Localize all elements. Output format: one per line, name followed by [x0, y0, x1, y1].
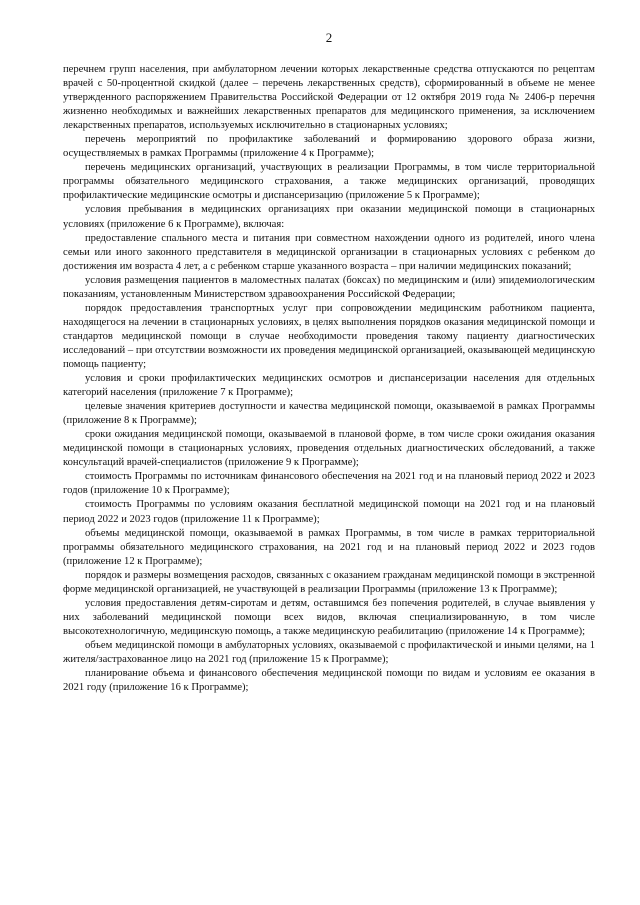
- paragraph-transport-services: порядок предоставления транспортных услуг при сопровождении медицинским работником пациента, находящегося на лечении в стационарных условиях, в целях выполнения порядков оказания медицинской помощи и стандартов медицинской помощи в случае необходимости проведения такому пациенту диагностических исследований – при отсутствии возможности их проведения медицинской организацией, оказывающей медицинскую помощь пациенту;: [63, 302, 595, 370]
- paragraph-care-volumes: объемы медицинской помощи, оказываемой в рамках Программы, в том числе в рамках территориальной программы обязательного медицинского страхования, на 2021 год и на плановый период 2022 и 2023 годов (приложение 12 к Программе);: [63, 527, 595, 567]
- paragraph-cost-by-sources: стоимость Программы по источникам финансового обеспечения на 2021 год и на плановый период 2022 и 2023 годов (приложение 10 к Программе);: [63, 471, 595, 497]
- paragraph-expense-reimbursement: порядок и размеры возмещения расходов, связанных с оказанием гражданам медицинской помощи в экстренной форме медицинской организацией, не участвующей в реализации Программы (приложение 13 к Программе);: [63, 569, 595, 595]
- paragraph-bed-and-meals: предоставление спального места и питания при совместном нахождении одного из родителей, иного члена семьи или иного законного представителя в медицинской организации в стационарных условиях с ребенком до достижения им возраста 4 лет, а с ребенком старше указанного возраста – при наличии медицинских показаний;: [63, 232, 595, 272]
- paragraph-outpatient-volume: объем медицинской помощи в амбулаторных условиях, оказываемой с профилактической и иными целями, на 1 жителя/застрахованное лицо на 2021 год (приложение 15 к Программе);: [63, 639, 595, 665]
- paragraph-checkups-terms: условия и сроки профилактических медицинских осмотров и диспансеризации населения для отдельных категорий населения (приложение 7 к Программе);: [63, 373, 595, 399]
- paragraph-target-criteria: целевые значения критериев доступности и качества медицинской помощи, оказываемой в рамках Программы (приложение 8 к Программе);: [63, 401, 595, 427]
- paragraph-stay-conditions: условия пребывания в медицинских организациях при оказании медицинской помощи в стационарных условиях (приложение 6 к Программе), включая:: [63, 204, 595, 230]
- paragraph-prevention-measures: перечень мероприятий по профилактике заболеваний и формированию здорового образа жизни, осуществляемых в рамках Программы (приложение 4 к Программе);: [63, 134, 595, 160]
- page-number: 2: [325, 30, 333, 45]
- paragraph-cost-by-conditions: стоимость Программы по условиям оказания бесплатной медицинской помощи на 2021 год и на плановый период 2022 и 2023 годов (приложение 11 к Программе);: [63, 499, 595, 525]
- paragraph-volume-planning: планирование объема и финансового обеспечения медицинской помощи по видам и условиям ее оказания в 2021 году (приложение 16 к Программе);: [63, 668, 595, 694]
- paragraph-orphans-care: условия предоставления детям-сиротам и детям, оставшимся без попечения родителей, в случае выявления у них заболеваний медицинской помощи всех видов, включая специализированную, в том числе высокотехнологичную, медицинскую помощь, а также медицинскую реабилитацию (приложение 14 к Программе);: [63, 597, 595, 637]
- paragraph-waiting-times: сроки ожидания медицинской помощи, оказываемой в плановой форме, в том числе сроки ожидания оказания медицинской помощи в стационарных условиях, проведения отдельных диагностических обследований, а также консультаций врачей-специалистов (приложение 9 к Программе);: [63, 429, 595, 469]
- paragraph-drug-list-continuation: перечнем групп населения, при амбулаторном лечении которых лекарственные средства отпускаются по рецептам врачей с 50-процентной скидкой (далее – перечень лекарственных средств), сформированный в объеме не менее утвержденного распоряжением Правительства Российской Федерации от 12 октября 2019 года № 2406-р перечня жизненно необходимых и важнейших лекарственных препаратов для медицинского применения, за исключением лекарственных препаратов, используемых исключительно в стационарных условиях;: [63, 64, 595, 132]
- body-text: [63, 63, 595, 695]
- paragraph-medical-organizations: перечень медицинских организаций, участвующих в реализации Программы, в том числе территориальной программы обязательного медицинского страхования, а также медицинских организаций, проводящих профилактические медицинские осмотры и диспансеризацию (приложение 5 к Программе);: [63, 162, 595, 202]
- paragraph-small-wards: условия размещения пациентов в маломестных палатах (боксах) по медицинским и (или) эпидемиологическим показаниям, установленным Министерством здравоохранения Российской Федерации;: [63, 274, 595, 300]
